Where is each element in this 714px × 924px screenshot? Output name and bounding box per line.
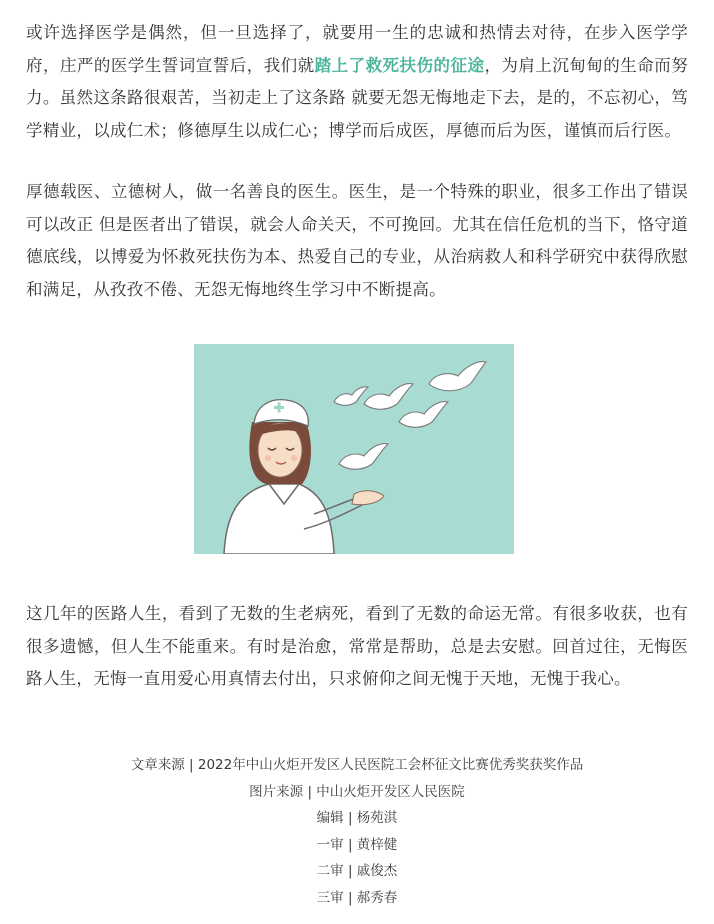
- paragraph-1-before: 或许选择医学是偶然，但一旦选择了，就要用一生的忠诚和热情去对待，在步入医学学府，庄严的医学生誓词宣誓后，我们就: [26, 23, 688, 75]
- paragraph-2: 厚德载医、立德树人，做一名善良的医生。医生，是一个特殊的职业，很多工作出了错误可以改正 但是医者出了错误，就会人命关天，不可挽回。尤其在信任危机的当下，恪守道德底线，以博爱为怀救死扶伤为本、热爱自己的专业，从治病救人和科学研究中获得欣慰和满足，从孜孜不倦、无怨无悔地终生学习中不断提高。: [26, 182, 688, 299]
- image-source-credit: 图片来源 | 中山火炬开发区人民医院: [249, 783, 465, 800]
- paragraph-1-after: ，为肩上沉甸甸的生命而努力。虽然这条路很艰苦，当初走上了这条路 就要无怨无悔地走下去，是的，不忘初心，笃学精业，以成仁术；修德厚生以成仁心；博学而后成医，厚德而后为医，谨慎而后行医。: [26, 55, 689, 140]
- paragraph-1-highlight: 踏上了救死扶伤的征途: [314, 55, 485, 75]
- article-source-credit: 文章来源 | 2022年中山火炬开发区人民医院工会杯征文比赛优秀奖获奖作品: [130, 757, 584, 773]
- third-review-credit: 三审 | 郝秀春: [316, 889, 398, 906]
- first-review-credit: 一审 | 黄梓健: [316, 836, 398, 853]
- paragraph-3: 这几年的医路人生，看到了无数的生老病死，看到了无数的命运无常。有很多收获，也有很多遗憾，但人生不能重来。有时是治愈，常常是帮助，总是去安慰。回首过往，无悔医路人生，无悔一直用爱心用真情去付出，只求俯仰之间无愧于天地，无愧于我心。: [26, 604, 688, 688]
- credits-block: [0, 752, 714, 911]
- second-review-credit: 二审 | 戚俊杰: [316, 863, 398, 879]
- editor-credit: 编辑 | 杨苑淇: [316, 810, 398, 826]
- paragraph-1: [26, 17, 688, 147]
- nurse-releasing-doves-icon: [194, 344, 514, 554]
- nurse-illustration: [194, 344, 514, 554]
